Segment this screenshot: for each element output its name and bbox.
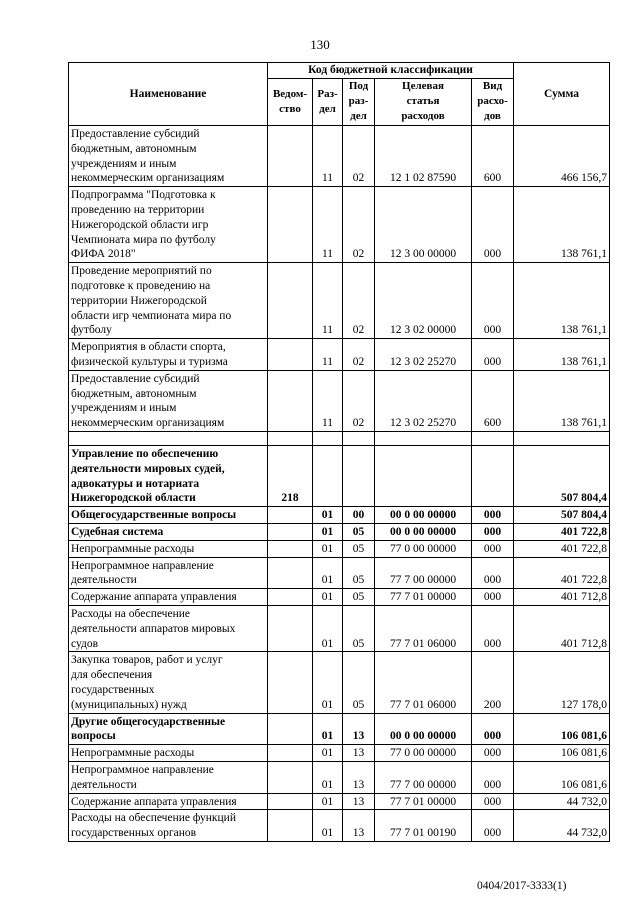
- row-podrazdel: 05: [343, 523, 375, 540]
- row-summa: 466 156,7: [514, 126, 610, 187]
- row-tselevaya-statya: 12 3 02 00000: [375, 263, 472, 339]
- row-name: Непрограммные расходы: [69, 540, 268, 557]
- header-code-group: Код бюджетной классификации: [268, 63, 514, 79]
- header-summa: Сумма: [514, 63, 610, 126]
- row-tselevaya-statya: 00 0 00 00000: [375, 713, 472, 745]
- row-summa: 138 761,1: [514, 187, 610, 263]
- row-name: Другие общегосударственные вопросы: [69, 713, 268, 745]
- row-vid-rashodov: 000: [472, 339, 514, 371]
- row-summa: 401 722,8: [514, 557, 610, 589]
- row-name: Закупка товаров, работ и услуг для обеспечения государственных (муниципальных) нужд: [69, 652, 268, 713]
- row-vid-rashodov: 000: [472, 589, 514, 606]
- row-vedomstvo: [268, 187, 313, 263]
- table-row: [69, 810, 610, 842]
- header-vid-rashodov: Вид расхо- дов: [472, 79, 514, 126]
- row-vedomstvo: [268, 263, 313, 339]
- document-code: 0404/2017-3333(1): [477, 880, 567, 892]
- row-summa: 401 712,8: [514, 605, 610, 651]
- row-vid-rashodov: 200: [472, 652, 514, 713]
- row-vid-rashodov: 000: [472, 557, 514, 589]
- table-row: [69, 540, 610, 557]
- row-name: [69, 431, 268, 445]
- row-razdel: 11: [313, 370, 343, 431]
- row-vid-rashodov: 600: [472, 126, 514, 187]
- row-tselevaya-statya: 00 0 00 00000: [375, 523, 472, 540]
- row-name: Предоставление субсидий бюджетным, автономным учреждениям и иным некоммерческим организациям: [69, 126, 268, 187]
- row-tselevaya-statya: 12 1 02 87590: [375, 126, 472, 187]
- row-name: Расходы на обеспечение функций государственных органов: [69, 810, 268, 842]
- row-razdel: 01: [313, 507, 343, 524]
- row-summa: 44 732,0: [514, 810, 610, 842]
- row-name: Непрограммное направление деятельности: [69, 761, 268, 793]
- row-summa: 401 722,8: [514, 540, 610, 557]
- row-podrazdel: 13: [343, 713, 375, 745]
- row-vid-rashodov: 000: [472, 745, 514, 762]
- row-podrazdel: 05: [343, 605, 375, 651]
- row-razdel: 11: [313, 126, 343, 187]
- row-vedomstvo: [268, 557, 313, 589]
- row-summa: 127 178,0: [514, 652, 610, 713]
- table-row: [69, 523, 610, 540]
- row-name: Содержание аппарата управления: [69, 589, 268, 606]
- row-name: Расходы на обеспечение деятельности аппаратов мировых судов: [69, 605, 268, 651]
- row-vid-rashodov: 600: [472, 370, 514, 431]
- row-name: Непрограммное направление деятельности: [69, 557, 268, 589]
- row-razdel: 01: [313, 523, 343, 540]
- row-razdel: 11: [313, 187, 343, 263]
- row-podrazdel: 05: [343, 557, 375, 589]
- row-name: Судебная система: [69, 523, 268, 540]
- row-tselevaya-statya: 77 7 01 06000: [375, 652, 472, 713]
- row-vid-rashodov: 000: [472, 540, 514, 557]
- table-row: [69, 761, 610, 793]
- row-podrazdel: 13: [343, 793, 375, 810]
- table-row: [69, 187, 610, 263]
- row-podrazdel: 13: [343, 745, 375, 762]
- row-podrazdel: 05: [343, 540, 375, 557]
- row-podrazdel: 02: [343, 126, 375, 187]
- table-row: [69, 793, 610, 810]
- row-summa: 106 081,6: [514, 761, 610, 793]
- row-podrazdel: 02: [343, 370, 375, 431]
- row-vedomstvo: [268, 605, 313, 651]
- row-summa: [514, 431, 610, 445]
- row-vid-rashodov: [472, 445, 514, 506]
- row-podrazdel: 05: [343, 589, 375, 606]
- row-razdel: 11: [313, 339, 343, 371]
- row-summa: 44 732,0: [514, 793, 610, 810]
- row-podrazdel: 02: [343, 339, 375, 371]
- row-vid-rashodov: 000: [472, 507, 514, 524]
- row-razdel: 01: [313, 540, 343, 557]
- row-vedomstvo: [268, 370, 313, 431]
- row-vid-rashodov: 000: [472, 810, 514, 842]
- row-vedomstvo: [268, 761, 313, 793]
- row-podrazdel: [343, 431, 375, 445]
- row-razdel: 01: [313, 761, 343, 793]
- row-summa: 401 712,8: [514, 589, 610, 606]
- table-row: [69, 370, 610, 431]
- row-tselevaya-statya: 12 3 02 25270: [375, 339, 472, 371]
- row-summa: 138 761,1: [514, 263, 610, 339]
- row-tselevaya-statya: 77 7 01 00190: [375, 810, 472, 842]
- row-vid-rashodov: 000: [472, 761, 514, 793]
- row-name: Непрограммные расходы: [69, 745, 268, 762]
- row-tselevaya-statya: 77 7 01 00000: [375, 589, 472, 606]
- table-row: [69, 445, 610, 506]
- row-podrazdel: [343, 445, 375, 506]
- table-row: [69, 713, 610, 745]
- row-vid-rashodov: 000: [472, 523, 514, 540]
- row-name: Подпрограмма "Подготовка к проведению на территории Нижегородской области игр Чемпионата мира по футболу ФИФА 2018": [69, 187, 268, 263]
- row-name: Проведение мероприятий по подготовке к проведению на территории Нижегородской области игр чемпионата мира по футболу: [69, 263, 268, 339]
- table-row: [69, 589, 610, 606]
- row-summa: 106 081,6: [514, 745, 610, 762]
- row-vedomstvo: [268, 507, 313, 524]
- row-vedomstvo: [268, 810, 313, 842]
- header-razdel: Раз- дел: [313, 79, 343, 126]
- table-row: [69, 339, 610, 371]
- row-summa: 507 804,4: [514, 507, 610, 524]
- row-tselevaya-statya: [375, 445, 472, 506]
- table-row: [69, 745, 610, 762]
- row-razdel: 01: [313, 793, 343, 810]
- row-tselevaya-statya: 12 3 00 00000: [375, 187, 472, 263]
- table-row: [69, 431, 610, 445]
- row-tselevaya-statya: 77 0 00 00000: [375, 745, 472, 762]
- row-podrazdel: 02: [343, 263, 375, 339]
- row-razdel: 01: [313, 652, 343, 713]
- row-summa: 138 761,1: [514, 339, 610, 371]
- table-row: [69, 126, 610, 187]
- row-tselevaya-statya: 77 7 00 00000: [375, 557, 472, 589]
- row-vid-rashodov: 000: [472, 713, 514, 745]
- row-vedomstvo: [268, 540, 313, 557]
- header-vedomstvo: Ведом- ство: [268, 79, 313, 126]
- table-row: [69, 652, 610, 713]
- page-number: 130: [310, 37, 330, 52]
- row-vedomstvo: [268, 713, 313, 745]
- table-row: [69, 605, 610, 651]
- row-summa: 507 804,4: [514, 445, 610, 506]
- row-vid-rashodov: 000: [472, 605, 514, 651]
- row-tselevaya-statya: 77 7 01 00000: [375, 793, 472, 810]
- row-summa: 401 722,8: [514, 523, 610, 540]
- row-summa: 106 081,6: [514, 713, 610, 745]
- row-razdel: 01: [313, 557, 343, 589]
- header-name: Наименование: [69, 63, 268, 126]
- row-name: Мероприятия в области спорта, физической культуры и туризма: [69, 339, 268, 371]
- header-podrazdel: Под раз- дел: [343, 79, 375, 126]
- budget-table: [68, 62, 610, 842]
- row-tselevaya-statya: 77 7 01 06000: [375, 605, 472, 651]
- row-vid-rashodov: 000: [472, 793, 514, 810]
- row-podrazdel: 02: [343, 187, 375, 263]
- row-name: Общегосударственные вопросы: [69, 507, 268, 524]
- row-podrazdel: 00: [343, 507, 375, 524]
- table-row: [69, 263, 610, 339]
- table-row: [69, 557, 610, 589]
- row-vedomstvo: 218: [268, 445, 313, 506]
- row-vedomstvo: [268, 431, 313, 445]
- row-name: Управление по обеспечению деятельности мировых судей, адвокатуры и нотариата Нижегородской области: [69, 445, 268, 506]
- row-tselevaya-statya: 77 7 00 00000: [375, 761, 472, 793]
- row-vid-rashodov: [472, 431, 514, 445]
- row-vedomstvo: [268, 523, 313, 540]
- row-razdel: 01: [313, 589, 343, 606]
- row-vedomstvo: [268, 793, 313, 810]
- header-tselevaya-statya: Целевая статья расходов: [375, 79, 472, 126]
- row-tselevaya-statya: [375, 431, 472, 445]
- row-razdel: 01: [313, 605, 343, 651]
- row-podrazdel: 13: [343, 810, 375, 842]
- row-summa: 138 761,1: [514, 370, 610, 431]
- row-tselevaya-statya: 77 0 00 00000: [375, 540, 472, 557]
- row-razdel: [313, 431, 343, 445]
- row-razdel: 01: [313, 713, 343, 745]
- row-name: Содержание аппарата управления: [69, 793, 268, 810]
- row-vedomstvo: [268, 126, 313, 187]
- row-vedomstvo: [268, 589, 313, 606]
- row-podrazdel: 13: [343, 761, 375, 793]
- row-name: Предоставление субсидий бюджетным, автономным учреждениям и иным некоммерческим организациям: [69, 370, 268, 431]
- row-podrazdel: 05: [343, 652, 375, 713]
- row-tselevaya-statya: 12 3 02 25270: [375, 370, 472, 431]
- table-row: [69, 507, 610, 524]
- row-razdel: 01: [313, 745, 343, 762]
- row-razdel: 01: [313, 810, 343, 842]
- table-body: [69, 126, 610, 842]
- row-razdel: 11: [313, 263, 343, 339]
- row-vid-rashodov: 000: [472, 187, 514, 263]
- row-razdel: [313, 445, 343, 506]
- row-vedomstvo: [268, 339, 313, 371]
- row-vid-rashodov: 000: [472, 263, 514, 339]
- row-tselevaya-statya: 00 0 00 00000: [375, 507, 472, 524]
- row-vedomstvo: [268, 745, 313, 762]
- row-vedomstvo: [268, 652, 313, 713]
